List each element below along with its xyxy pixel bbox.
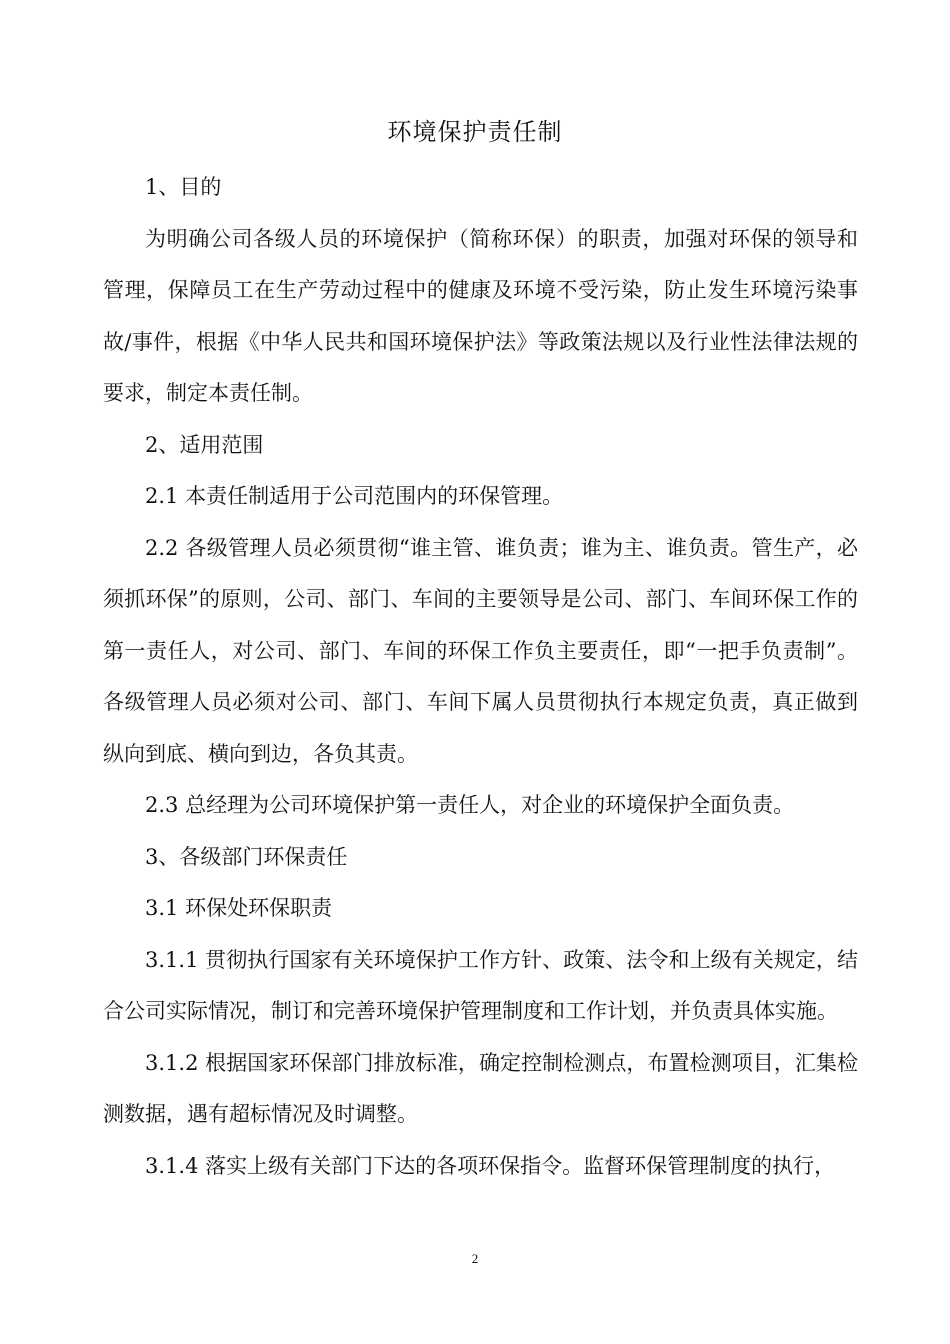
section-heading-purpose: 1、目的 (145, 175, 222, 199)
paragraph-2-2: 2.2 各级管理人员必须贯彻“谁主管、谁负责；谁为主、谁负责。管生产，必须抓环保”的原则，公司、部门、车间的主要领导是公司、部门、车间环保工作的第一责任人，对公司、部门、车间的环保工作负主要责任，即“一把手负责制”。各级管理人员必须对公司、部门、车间下属人员贯彻执行本规定负责，真正做到纵向到底、横向到边，各负其责。 (103, 535, 858, 766)
document-title: 环境保护责任制 (387, 118, 563, 146)
paragraph-3-1-1: 3.1.1 贯彻执行国家有关环境保护工作方针、政策、法令和上级有关规定，结合公司实际情况，制订和完善环境保护管理制度和工作计划，并负责具体实施。 (103, 947, 858, 1023)
paragraph-3-1-4: 3.1.4 落实上级有关部门下达的各项环保指令。监督环保管理制度的执行， (145, 1153, 836, 1178)
page-number: 2 (471, 1251, 479, 1266)
paragraph-2-3: 2.3 总经理为公司环境保护第一责任人，对企业的环境保护全面负责。 (145, 793, 795, 817)
paragraph-3-1-2: 3.1.2 根据国家环保部门排放标准，确定控制检测点，布置检测项目，汇集检测数据，遇有超标情况及时调整。 (103, 1050, 858, 1126)
paragraph-purpose: 为明确公司各级人员的环境保护（简称环保）的职责，加强对环保的领导和管理，保障员工在生产劳动过程中的健康及环境不受污染，防止发生环境污染事故/事件，根据《中华人民共和国环境保护法》等政策法规以及行业性法律法规的要求，制定本责任制。 (103, 226, 858, 405)
document-body (103, 162, 858, 1192)
section-heading-responsibilities: 3、各级部门环保责任 (145, 844, 348, 869)
subsection-heading-3-1: 3.1 环保处环保职责 (145, 896, 333, 920)
section-heading-scope: 2、适用范围 (145, 432, 264, 457)
paragraph-2-1: 2.1 本责任制适用于公司范围内的环保管理。 (145, 484, 564, 508)
